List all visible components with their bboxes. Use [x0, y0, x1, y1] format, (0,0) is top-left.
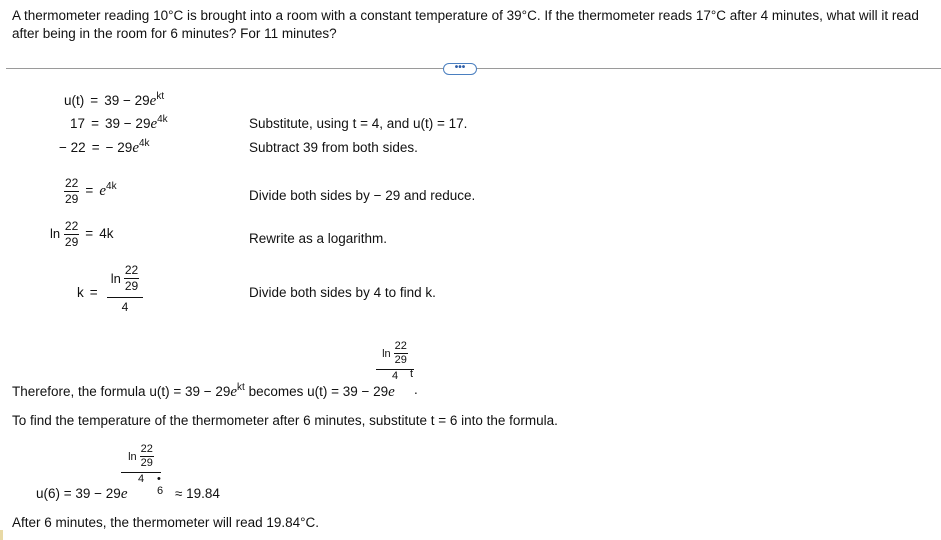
substitution-text: To find the temperature of the thermometer after 6 minutes, substitute t = 6 into the formula.: [12, 413, 558, 428]
denominator: 4: [107, 297, 143, 314]
equals-sign: =: [85, 226, 94, 242]
step-row-2: [70, 114, 168, 133]
problem-statement: A thermometer reading 10°C is brought into a room with a constant temperature of 39°C. If the thermometer reads 17°C after 4 minutes, what will it read after being in the room for 6 minutes? For 11 minutes?: [12, 8, 919, 41]
step-row-4: [64, 177, 117, 206]
euler-e: e: [230, 384, 238, 400]
fraction: $\frac{22}{29}$: [124, 263, 139, 293]
exponent: 4k: [157, 114, 168, 125]
fraction: $\frac{22}{29}$: [140, 443, 153, 469]
u6-exponent: [121, 443, 164, 497]
u6-equation: u(6) = 39 − 29e: [36, 486, 128, 502]
footer-marker: [0, 530, 3, 540]
fraction: $\frac{22}{29}$: [65, 176, 79, 206]
step-rhs: 39 − 29: [105, 116, 151, 131]
step-lhs: 17: [70, 116, 86, 131]
euler-e: e: [120, 486, 128, 502]
ln-operator: ln: [110, 271, 121, 286]
equals-sign: =: [89, 285, 98, 300]
more-options-button[interactable]: •••: [443, 63, 477, 75]
euler-e: e: [99, 183, 107, 200]
step-rhs: 4k: [99, 226, 114, 242]
euler-e: e: [132, 140, 139, 156]
step-row-6-lhs: [77, 285, 104, 300]
euler-e: e: [388, 384, 395, 400]
k-big-fraction: [107, 264, 143, 314]
step-note-5: Rewrite as a logarithm.: [249, 231, 388, 246]
step-rhs: − 29: [105, 140, 133, 155]
step-note-6: Divide both sides by 4 to find k.: [249, 285, 436, 300]
exponent: 4k: [138, 138, 150, 149]
exponent: 4k: [106, 181, 117, 193]
exponent-variable: t: [410, 368, 414, 380]
approx-result: ≈ 19.84: [175, 486, 220, 501]
multiplier: • 6: [157, 473, 164, 497]
step-lhs: u(t): [64, 93, 85, 108]
euler-e: e: [149, 93, 157, 109]
step-row-1: [64, 91, 164, 110]
step-row-3: [59, 138, 150, 157]
ln-operator: ln: [50, 226, 61, 242]
step-lhs: − 22: [59, 140, 86, 155]
conclusion-text: After 6 minutes, the thermometer will read 19.84°C.: [12, 515, 320, 530]
ln-operator: ln: [128, 450, 137, 463]
euler-e: e: [150, 116, 158, 132]
exponent: kt: [237, 382, 245, 393]
period: .: [414, 382, 418, 397]
denominator: 4: [376, 369, 414, 382]
step-note-3: Subtract 39 from both sides.: [249, 140, 418, 155]
fraction: $\frac{22}{29}$: [394, 340, 407, 366]
step-row-5: [50, 220, 114, 249]
exponent: kt: [156, 91, 165, 102]
step-note-2: Substitute, using t = 4, and u(t) = 17.: [249, 116, 468, 131]
equals-sign: =: [85, 183, 94, 199]
fraction: $\frac{22}{29}$: [64, 219, 79, 249]
step-note-4: Divide both sides by − 29 and reduce.: [249, 188, 476, 203]
step-rhs: 39 − 29: [104, 93, 150, 108]
equals-sign: =: [91, 116, 99, 131]
equals-sign: =: [90, 93, 99, 108]
ln-operator: ln: [382, 347, 391, 360]
formula-sentence: Therefore, the formula $u(t) = 39 - 29e^{kt}$ becomes u(t) = 39 − 29e: [12, 382, 395, 400]
denominator: 4: [121, 472, 161, 485]
step-lhs: k: [77, 285, 84, 300]
formula-exponent: [376, 341, 414, 382]
equals-sign: =: [91, 140, 100, 155]
